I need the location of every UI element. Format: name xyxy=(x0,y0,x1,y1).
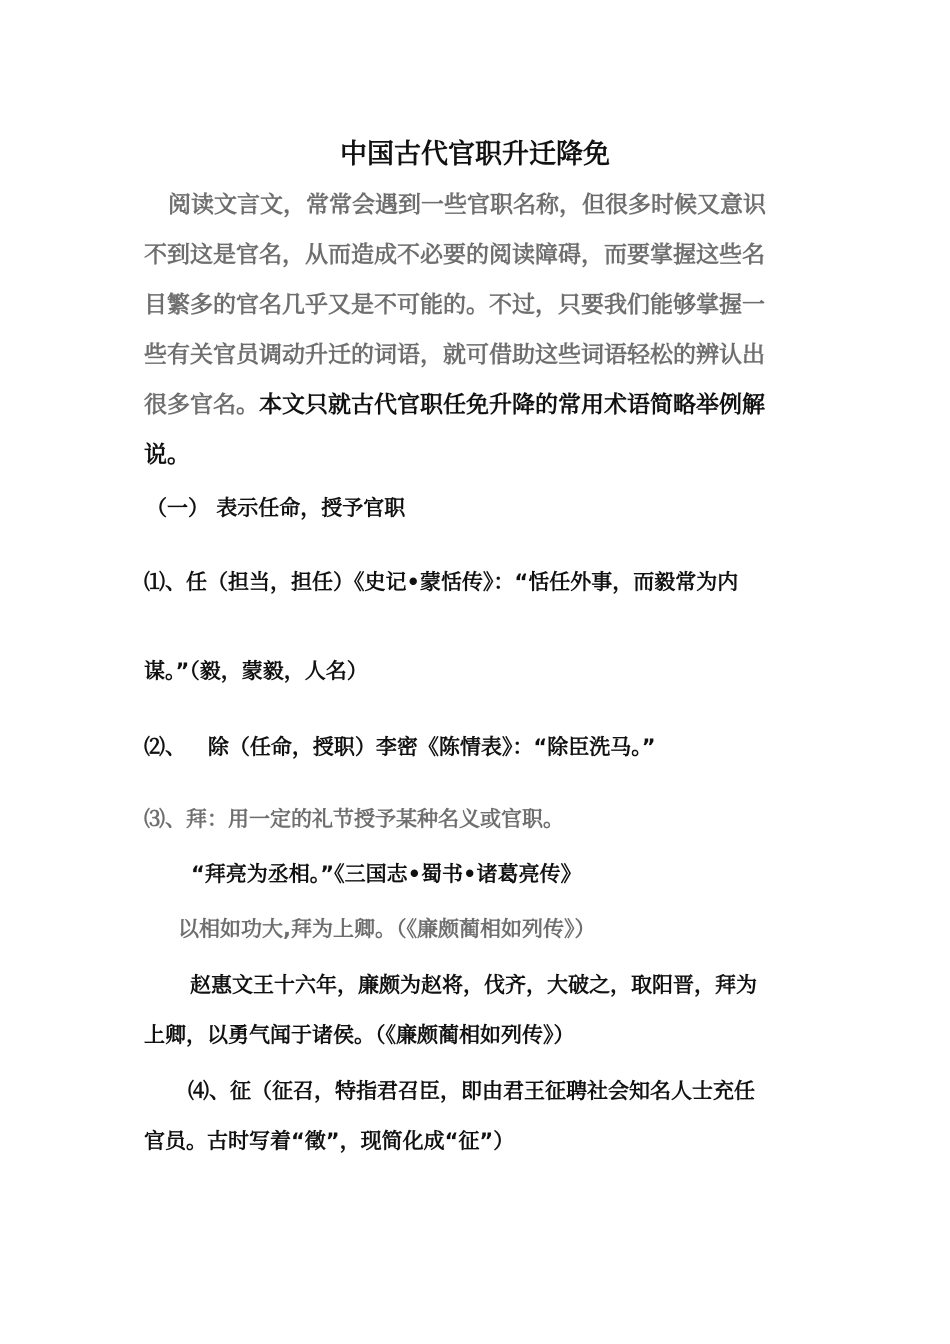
intro-line-5 xyxy=(144,386,765,419)
intro-line-2: 不到这是官名，从而造成不必要的阅读障碍，而要掌握这些名 xyxy=(144,242,765,268)
section-heading-1: （一） 表示任命，授予官职 xyxy=(146,496,406,520)
item-3-example-2: 以相如功大,拜为上卿。（《廉颇蔺相如列传》） xyxy=(178,917,596,941)
item-1-line-2: 谋。”（毅，蒙毅，人名） xyxy=(144,659,368,683)
item-1-line-1: ⑴、任（担当，担任）《史记•蒙恬传》：“恬任外事，而毅常为内 xyxy=(144,570,739,594)
intro-line-5-dark: 本文只就古代官职任免升降的常用术语简略举例解 xyxy=(259,392,765,418)
document-title: 中国古代官职升迁降免 xyxy=(340,139,610,170)
item-2: ⑵、 除（任命，授职）李密《陈情表》：“除臣洗马。” xyxy=(144,735,656,759)
intro-line-4: 些有关官员调动升迁的词语，就可借助这些词语轻松的辨认出 xyxy=(144,342,765,368)
item-3-example-3-line-2: 上卿，以勇气闻于诸侯。（《廉颇蔺相如列传》） xyxy=(144,1023,575,1047)
intro-line-3: 目繁多的官名几乎又是不可能的。不过，只要我们能够掌握一 xyxy=(144,292,765,318)
intro-line-5-gray: 很多官名。 xyxy=(144,392,259,418)
item-4-line-2: 官员。古时写着“徵”，现简化成“征”） xyxy=(144,1129,515,1153)
item-3-example-3-line-1: 赵惠文王十六年，廉颇为赵将，伐齐，大破之，取阳晋，拜为 xyxy=(190,973,757,997)
intro-line-1: 阅读文言文，常常会遇到一些官职名称，但很多时候又意识 xyxy=(168,192,766,218)
item-3: ⑶、拜：用一定的礼节授予某种名义或官职。 xyxy=(144,807,564,831)
item-3-example-1: “拜亮为丞相。”《三国志•蜀书•诸葛亮传》 xyxy=(191,862,582,886)
intro-line-6: 说。 xyxy=(144,442,190,468)
item-4-line-1: ⑷、征（征召，特指君召臣，即由君王征聘社会知名人士充任 xyxy=(188,1079,755,1103)
